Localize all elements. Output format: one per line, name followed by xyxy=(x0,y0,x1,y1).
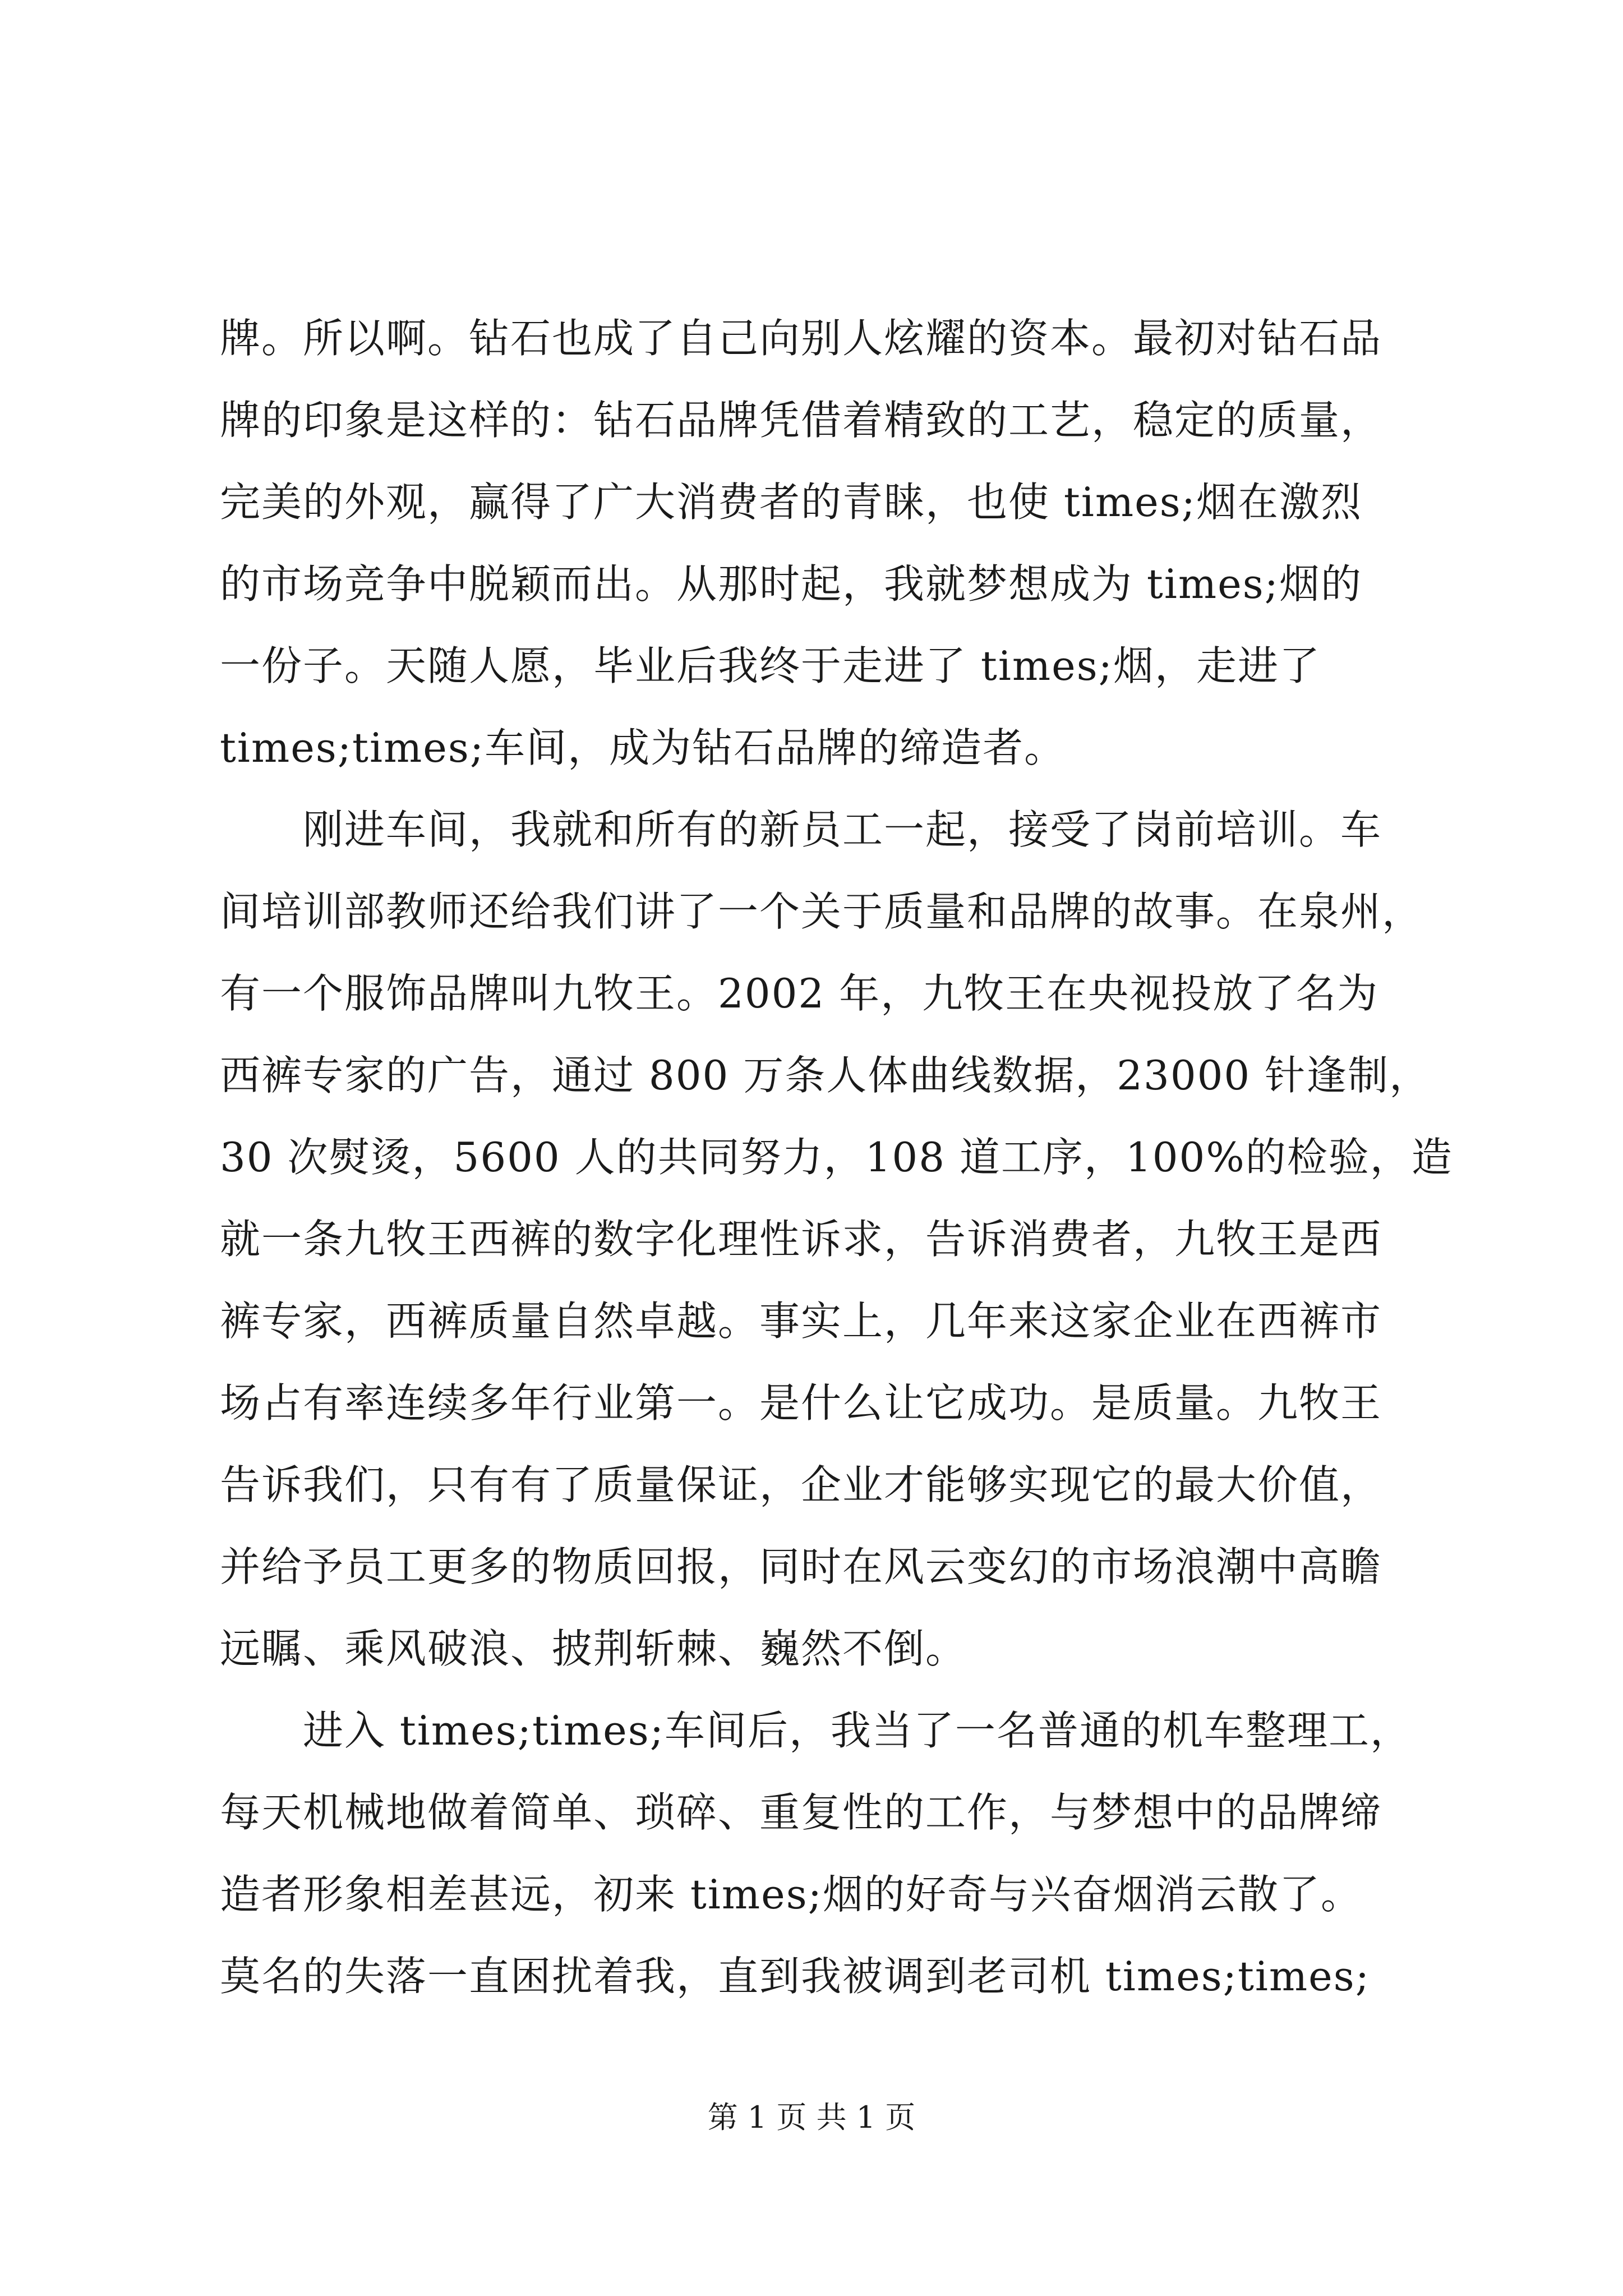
text-line: 场占有率连续多年行业第一。是什么让它成功。是质量。九牧王 xyxy=(220,1379,1382,1427)
text-line: 每天机械地做着简单、琐碎、重复性的工作，与梦想中的品牌缔 xyxy=(220,1789,1382,1836)
text-line: 裤专家，西裤质量自然卓越。事实上，几年来这家企业在西裤市 xyxy=(220,1297,1382,1345)
text-line: 告诉我们，只有有了质量保证，企业才能够实现它的最大价值， xyxy=(220,1461,1382,1508)
text-line: 进入 times;times;车间后，我当了一名普通的机车整理工， xyxy=(220,1707,1412,1754)
text-line: 有一个服饰品牌叫九牧王。2002 年，九牧王在央视投放了名为 xyxy=(220,970,1379,1017)
text-line: 西裤专家的广告，通过 800 万条人体曲线数据，23000 针逢制， xyxy=(220,1052,1431,1099)
page-footer: 第 1 页 共 1 页 xyxy=(707,2100,916,2135)
text-line: 牌。所以啊。钻石也成了自己向别人炫耀的资本。最初对钻石品 xyxy=(220,315,1382,362)
text-line: 刚进车间，我就和所有的新员工一起，接受了岗前培训。车 xyxy=(220,806,1382,853)
text-line: 牌的印象是这样的：钻石品牌凭借着精致的工艺，稳定的质量， xyxy=(220,397,1382,444)
text-line: 的市场竞争中脱颖而出。从那时起，我就梦想成为 times;烟的 xyxy=(220,560,1362,608)
text-line: 就一条九牧王西裤的数字化理性诉求，告诉消费者，九牧王是西 xyxy=(220,1216,1382,1263)
text-line: 一份子。天随人愿，毕业后我终于走进了 times;烟，走进了 xyxy=(220,642,1321,689)
text-line: 30 次熨烫，5600 人的共同努力，108 道工序，100%的检验，造 xyxy=(220,1134,1453,1181)
text-line: 并给予员工更多的物质回报，同时在风云变幻的市场浪潮中高瞻 xyxy=(220,1543,1382,1590)
text-line: 莫名的失落一直困扰着我，直到我被调到老司机 times;times; xyxy=(220,1953,1370,2000)
text-line: times;times;车间，成为钻石品牌的缔造者。 xyxy=(220,724,1066,771)
text-line: 造者形象相差甚远，初来 times;烟的好奇与兴奋烟消云散了。 xyxy=(220,1871,1362,1918)
text-line: 完美的外观，赢得了广大消费者的青睐，也使 times;烟在激烈 xyxy=(220,478,1362,526)
text-line: 间培训部教师还给我们讲了一个关于质量和品牌的故事。在泉州， xyxy=(220,888,1424,935)
text-line: 远瞩、乘风破浪、披荆斩棘、巍然不倒。 xyxy=(220,1625,967,1672)
